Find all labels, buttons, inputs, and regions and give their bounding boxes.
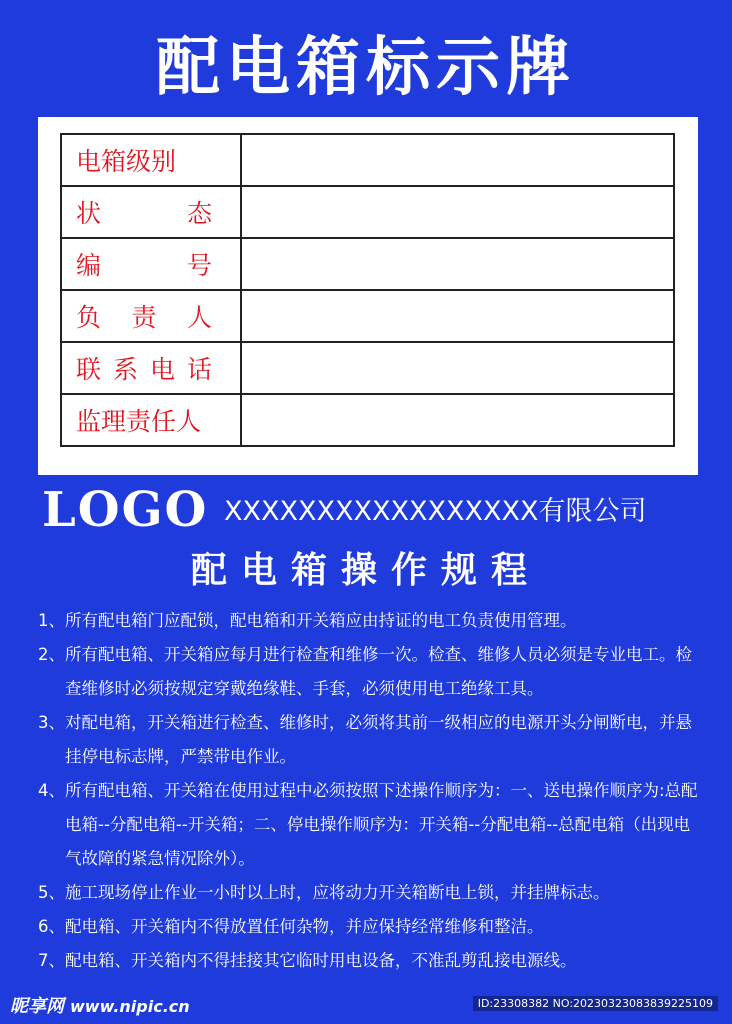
value-box-supervisor bbox=[241, 394, 674, 446]
rule-item bbox=[38, 876, 698, 910]
rule-number: 4、 bbox=[38, 781, 65, 800]
rules-list bbox=[38, 604, 698, 978]
label-box-supervisor: 监理责任人 bbox=[61, 394, 241, 446]
label-owner: 负 责 人 bbox=[76, 303, 212, 332]
company-name: XXXXXXXXXXXXXXXXX有限公司 bbox=[224, 496, 647, 527]
rule-number: 6、 bbox=[38, 917, 65, 936]
info-panel bbox=[38, 117, 698, 475]
rule-text: 配电箱、开关箱内不得挂接其它临时用电设备，不准乱剪乱接电源线。 bbox=[65, 951, 577, 970]
rule-item bbox=[38, 910, 698, 944]
value-box-phone bbox=[241, 342, 674, 394]
rule-text: 配电箱、开关箱内不得放置任何杂物，并应保持经常维修和整洁。 bbox=[65, 917, 544, 936]
info-row-supervisor bbox=[61, 394, 674, 446]
watermark-brand bbox=[10, 992, 190, 1018]
value-box-level bbox=[241, 134, 674, 186]
label-phone: 联 系 电 话 bbox=[76, 355, 212, 384]
info-row-status bbox=[61, 186, 674, 238]
value-box-number bbox=[241, 238, 674, 290]
rule-text: 所有配电箱、开关箱在使用过程中必须按照下述操作顺序为：一、送电操作顺序为:总配电箱--分配电箱--开关箱；二、停电操作顺序为：开关箱--分配电箱--总配电箱（出现电气故障的紧急情况除外）。 bbox=[65, 781, 698, 868]
rules-title: 配电箱操作规程 bbox=[190, 550, 541, 591]
label-cell-number bbox=[61, 238, 241, 290]
label-box-level: 电箱级别 bbox=[61, 134, 241, 186]
rule-item bbox=[38, 638, 698, 706]
rule-number: 7、 bbox=[38, 951, 65, 970]
rule-item bbox=[38, 706, 698, 774]
watermark-bar bbox=[0, 990, 732, 1024]
label-box-phone bbox=[61, 342, 241, 394]
label-cell-owner bbox=[61, 290, 241, 342]
watermark-id: ID:23308382 NO:20230323083839225109 bbox=[473, 996, 718, 1011]
info-row-owner bbox=[61, 290, 674, 342]
rule-text: 所有配电箱、开关箱应每月进行检查和维修一次。检查、维修人员必须是专业电工。检查维修时必须按规定穿戴绝缘鞋、手套，必须使用电工绝缘工具。 bbox=[65, 645, 692, 698]
rule-number: 2、 bbox=[38, 645, 65, 664]
logo-text: LOGO bbox=[42, 482, 209, 538]
rule-text: 施工现场停止作业一小时以上时，应将动力开关箱断电上锁，并挂牌标志。 bbox=[65, 883, 610, 902]
value-box-owner bbox=[241, 290, 674, 342]
watermark-url: www.nipic.cn bbox=[70, 997, 190, 1016]
info-table bbox=[60, 133, 675, 447]
sign-title: 配电箱标示牌 bbox=[156, 31, 576, 105]
rule-number: 1、 bbox=[38, 611, 65, 630]
watermark-brand-name: 昵享网 bbox=[10, 996, 64, 1017]
label-cell-status bbox=[61, 186, 241, 238]
rule-item bbox=[38, 944, 698, 978]
rule-number: 5、 bbox=[38, 883, 65, 902]
value-box-status bbox=[241, 186, 674, 238]
info-row-number bbox=[61, 238, 674, 290]
label-status: 状 态 bbox=[76, 199, 212, 228]
label-number: 编 号 bbox=[76, 251, 212, 280]
info-row-level bbox=[61, 134, 674, 186]
info-row-phone bbox=[61, 342, 674, 394]
rule-text: 所有配电箱门应配锁，配电箱和开关箱应由持证的电工负责使用管理。 bbox=[65, 611, 577, 630]
rule-item bbox=[38, 774, 698, 876]
rule-number: 3、 bbox=[38, 713, 65, 732]
rule-text: 对配电箱，开关箱进行检查、维修时，必须将其前一级相应的电源开头分闸断电，并悬挂停电标志牌，严禁带电作业。 bbox=[65, 713, 692, 766]
rule-item bbox=[38, 604, 698, 638]
